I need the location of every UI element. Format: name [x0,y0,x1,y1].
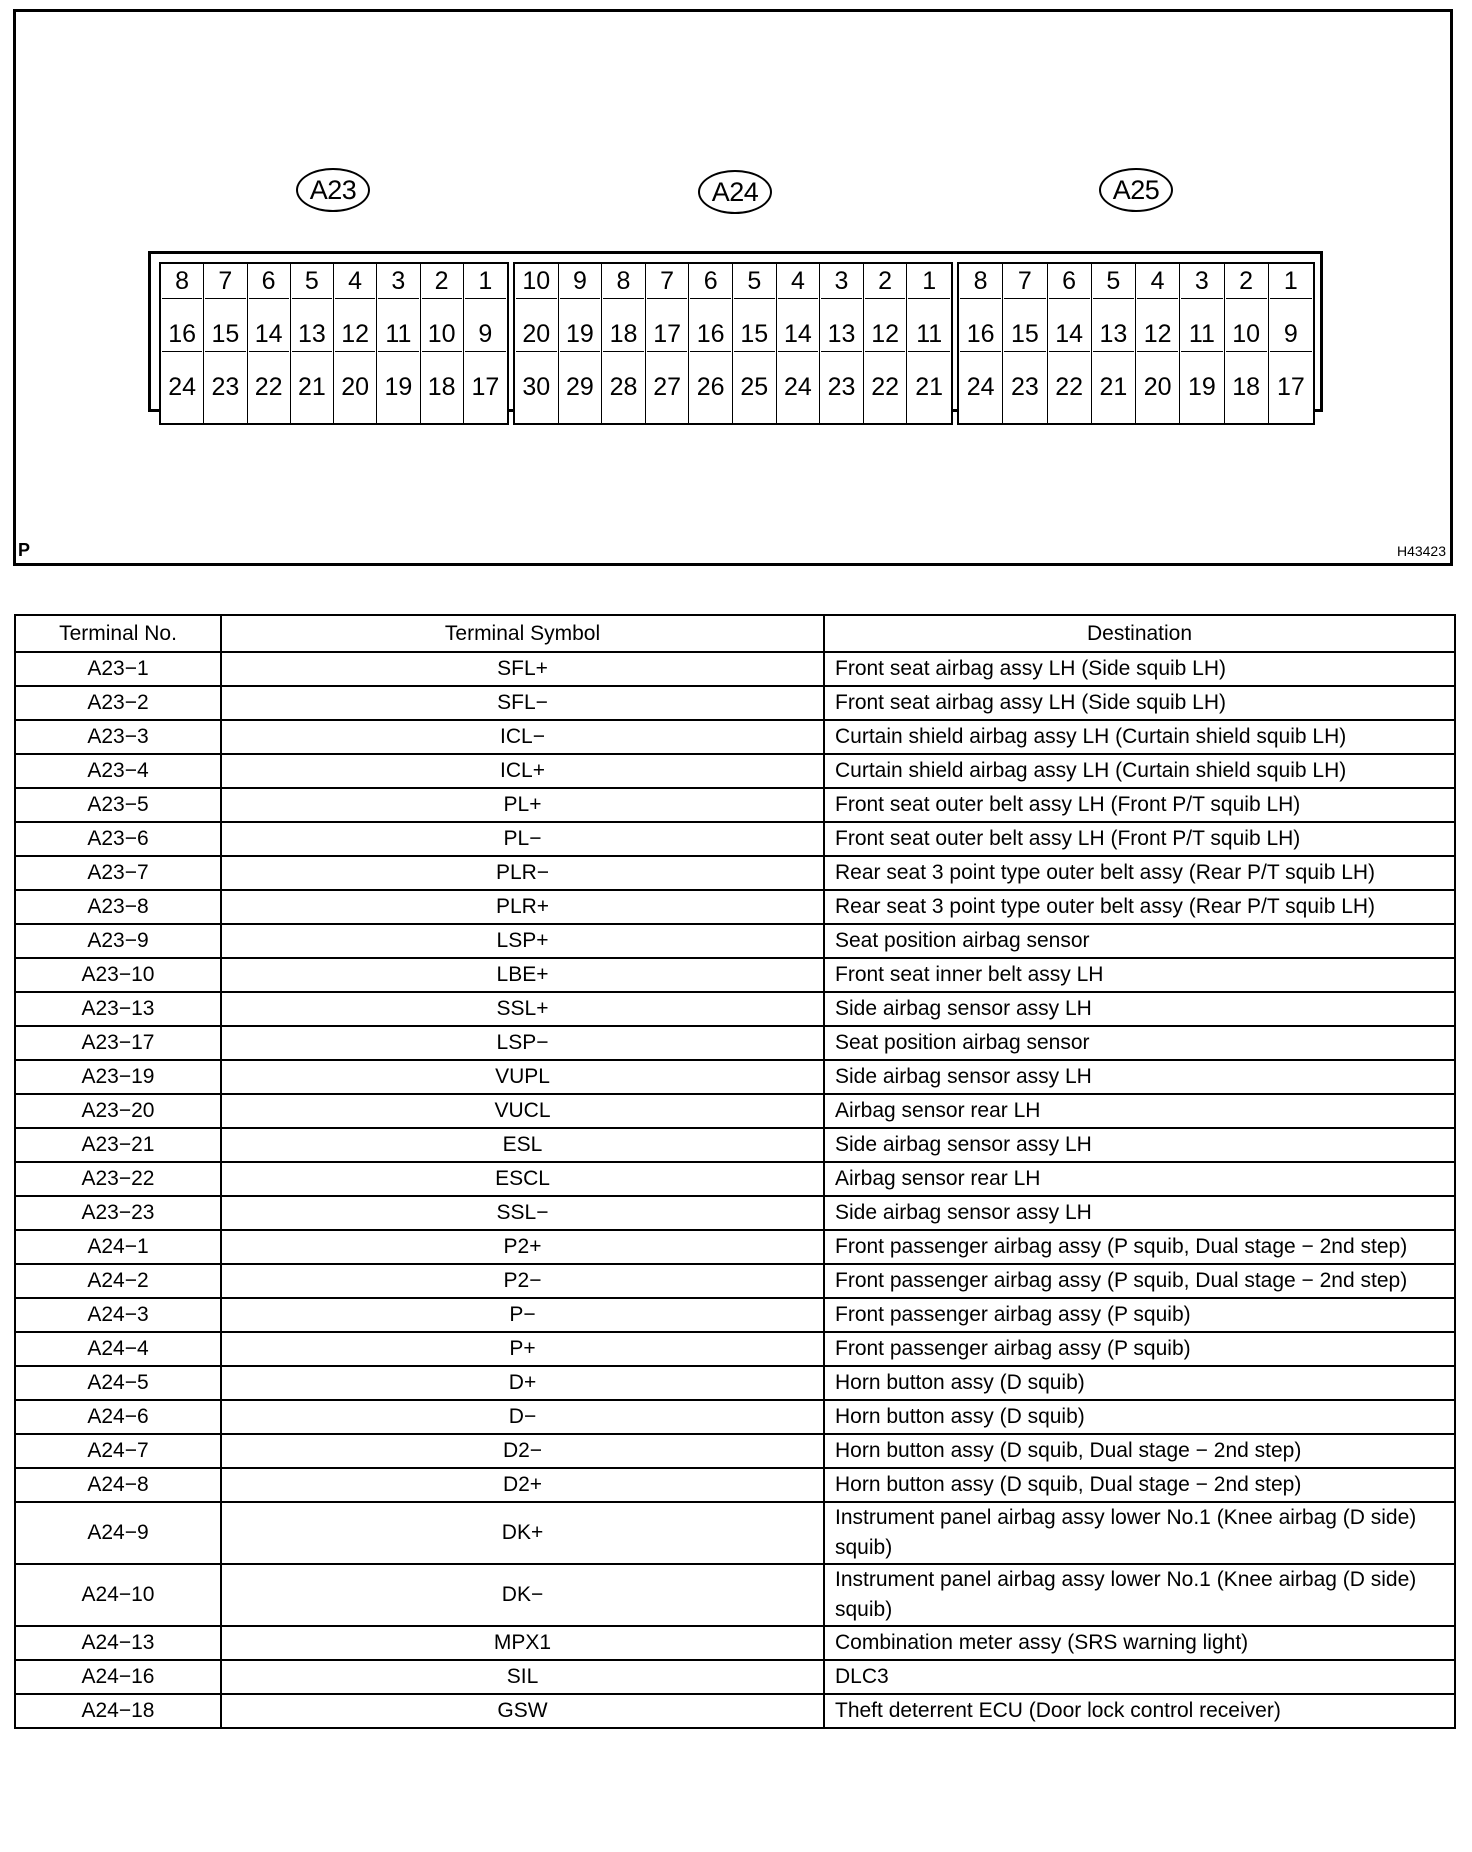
table-row [15,652,1455,686]
connector-pin [1225,317,1269,370]
connector-pin [959,317,1003,370]
connector-pin [161,370,204,423]
pin-number: 18 [603,317,644,352]
connector-pin [907,264,951,317]
connector-pin [1180,317,1224,370]
terminal-symbol-cell: LBE+ [221,958,824,992]
terminal-symbol-cell: MPX1 [221,1626,824,1660]
table-row [15,1626,1455,1660]
connector-pin [820,317,864,370]
pin-number: 15 [205,317,245,352]
table-row [15,754,1455,788]
connector-pin [959,370,1003,423]
pin-number: 12 [1137,317,1178,352]
connector-label-a24: A24 [698,170,772,214]
connector-a24-pins [513,262,953,425]
pin-number: 17 [471,373,500,401]
destination-cell: Front passenger airbag assy (P squib, Dual stage − 2nd step) [824,1264,1455,1298]
connector-pin [291,370,334,423]
terminal-no-cell: A24−8 [15,1468,221,1502]
terminal-no-cell: A24−10 [15,1564,221,1626]
pin-number: 16 [690,317,731,352]
pin-number: 7 [647,264,688,299]
connector-diagram [13,9,1453,566]
terminal-symbol-cell: SSL+ [221,992,824,1026]
connector-pin [1136,264,1180,317]
terminal-symbol-cell: LSP− [221,1026,824,1060]
table-row [15,992,1455,1026]
connector-pin [204,264,247,317]
table-row [15,1128,1455,1162]
pin-number: 2 [1226,264,1267,299]
pin-number: 23 [211,373,240,401]
destination-cell: Side airbag sensor assy LH [824,1196,1455,1230]
destination-cell: Instrument panel airbag assy lower No.1 (Knee airbag (D side) squib) [824,1564,1455,1626]
connector-pin [377,264,420,317]
connector-pin [1003,317,1047,370]
connector-pin [907,370,951,423]
connector-pin [1092,317,1136,370]
pin-number: 1 [908,264,950,299]
connector-pin [559,370,603,423]
table-row [15,1400,1455,1434]
connector-pin [334,317,377,370]
pin-number: 26 [696,373,725,401]
connector-pin [777,264,821,317]
terminal-no-cell: A23−2 [15,686,221,720]
terminal-no-cell: A23−10 [15,958,221,992]
pin-number: 21 [297,373,326,401]
terminal-symbol-cell: ESCL [221,1162,824,1196]
pin-number: 11 [1181,317,1222,352]
connector-housing [148,251,1323,412]
pin-number: 10 [1226,317,1267,352]
destination-cell: Horn button assy (D squib) [824,1400,1455,1434]
table-row [15,1196,1455,1230]
terminal-no-cell: A23−4 [15,754,221,788]
connector-pin [1048,264,1092,317]
destination-cell: Airbag sensor rear LH [824,1094,1455,1128]
connector-pin [733,317,777,370]
terminal-no-cell: A23−13 [15,992,221,1026]
table-row [15,720,1455,754]
destination-cell: Seat position airbag sensor [824,1026,1455,1060]
terminal-symbol-cell: D2− [221,1434,824,1468]
pin-number: 22 [1055,373,1084,401]
connector-pin [559,317,603,370]
pin-number: 24 [966,373,995,401]
destination-cell: Theft deterrent ECU (Door lock control receiver) [824,1694,1455,1728]
connector-pin [1269,370,1313,423]
connector-pin [777,370,821,423]
terminal-no-cell: A23−23 [15,1196,221,1230]
table-row [15,1502,1455,1564]
destination-cell: Side airbag sensor assy LH [824,992,1455,1026]
terminal-no-cell: A23−19 [15,1060,221,1094]
terminal-symbol-cell: SFL− [221,686,824,720]
terminal-no-cell: A24−9 [15,1502,221,1564]
terminal-no-cell: A24−5 [15,1366,221,1400]
table-row [15,1332,1455,1366]
connector-pin [334,370,377,423]
pin-number: 5 [292,264,332,299]
destination-cell: Front seat outer belt assy LH (Front P/T squib LH) [824,788,1455,822]
terminal-symbol-cell: PL+ [221,788,824,822]
connector-pin [646,370,690,423]
destination-cell: Curtain shield airbag assy LH (Curtain shield squib LH) [824,754,1455,788]
pin-number: 19 [560,317,601,352]
terminal-no-cell: A23−9 [15,924,221,958]
pin-number: 24 [783,373,812,401]
pin-number: 17 [1276,373,1305,401]
destination-cell: Side airbag sensor assy LH [824,1060,1455,1094]
connector-pin [1092,370,1136,423]
connector-pin [421,370,464,423]
connector-pin [907,317,951,370]
connector-pin [1225,264,1269,317]
pin-number: 17 [647,317,688,352]
destination-cell: Rear seat 3 point type outer belt assy (Rear P/T squib LH) [824,856,1455,890]
destination-cell: Airbag sensor rear LH [824,1162,1455,1196]
pin-number: 13 [292,317,332,352]
terminal-no-cell: A24−13 [15,1626,221,1660]
pin-number: 23 [827,373,856,401]
pin-number: 9 [560,264,601,299]
table-row [15,788,1455,822]
connector-pin [515,317,559,370]
pin-number: 25 [740,373,769,401]
connector-pin [864,264,908,317]
table-row [15,1564,1455,1626]
table-row [15,1162,1455,1196]
terminal-no-cell: A23−3 [15,720,221,754]
connector-pin [689,317,733,370]
terminal-no-cell: A24−7 [15,1434,221,1468]
pin-number: 3 [821,264,862,299]
destination-cell: Curtain shield airbag assy LH (Curtain shield squib LH) [824,720,1455,754]
destination-cell: Combination meter assy (SRS warning light) [824,1626,1455,1660]
pin-number: 8 [603,264,644,299]
destination-cell: Horn button assy (D squib) [824,1366,1455,1400]
connector-pin [689,264,733,317]
pin-number: 3 [1181,264,1222,299]
header-terminal-symbol: Terminal Symbol [221,615,824,652]
terminal-symbol-cell: D− [221,1400,824,1434]
destination-cell: Front passenger airbag assy (P squib, Dual stage − 2nd step) [824,1230,1455,1264]
table-row [15,822,1455,856]
connector-pin [1180,264,1224,317]
terminal-no-cell: A24−3 [15,1298,221,1332]
connector-pin [515,264,559,317]
destination-cell: Side airbag sensor assy LH [824,1128,1455,1162]
connector-pin [1003,370,1047,423]
connector-pin [1048,317,1092,370]
pin-number: 11 [908,317,950,352]
pin-number: 1 [465,264,506,299]
pin-number: 29 [565,373,594,401]
pin-number: 19 [384,373,413,401]
connector-pin [646,264,690,317]
terminal-symbol-cell: SIL [221,1660,824,1694]
connector-pin [646,317,690,370]
pin-number: 21 [1099,373,1128,401]
pin-number: 15 [734,317,775,352]
pin-number: 5 [1093,264,1134,299]
pin-number: 6 [1049,264,1090,299]
pin-number: 20 [341,373,370,401]
table-row [15,1434,1455,1468]
pin-number: 6 [690,264,731,299]
pin-number: 2 [865,264,906,299]
pin-number: 18 [427,373,456,401]
connector-pin [1269,317,1313,370]
table-row [15,1264,1455,1298]
terminal-no-cell: A23−1 [15,652,221,686]
terminal-symbol-cell: PLR− [221,856,824,890]
connector-pin [291,264,334,317]
table-row [15,1060,1455,1094]
destination-cell: Instrument panel airbag assy lower No.1 (Knee airbag (D side) squib) [824,1502,1455,1564]
pin-number: 13 [1093,317,1134,352]
pin-number: 24 [168,373,197,401]
terminal-symbol-cell: PLR+ [221,890,824,924]
connector-pin [733,370,777,423]
table-row [15,856,1455,890]
table-row [15,1694,1455,1728]
terminal-table [14,614,1456,1729]
pin-number: 8 [162,264,202,299]
pin-number: 5 [734,264,775,299]
table-row [15,1026,1455,1060]
pin-number: 14 [778,317,819,352]
destination-cell: Front seat outer belt assy LH (Front P/T squib LH) [824,822,1455,856]
connector-label-a25: A25 [1099,168,1173,212]
connector-pin [1136,370,1180,423]
connector-pin [248,317,291,370]
connector-pin [689,370,733,423]
terminal-no-cell: A24−4 [15,1332,221,1366]
connector-pin [959,264,1003,317]
terminal-symbol-cell: ICL+ [221,754,824,788]
table-row [15,686,1455,720]
connector-pin [248,370,291,423]
connector-pin [291,317,334,370]
destination-cell: DLC3 [824,1660,1455,1694]
pin-number: 4 [778,264,819,299]
terminal-no-cell: A23−6 [15,822,221,856]
destination-cell: Front seat airbag assy LH (Side squib LH) [824,686,1455,720]
connector-pin [602,317,646,370]
pin-number: 23 [1010,373,1039,401]
table-row [15,924,1455,958]
connector-pin [820,264,864,317]
terminal-symbol-cell: P+ [221,1332,824,1366]
terminal-no-cell: A23−7 [15,856,221,890]
connector-pin [161,264,204,317]
pin-number: 14 [1049,317,1090,352]
pin-number: 4 [335,264,375,299]
terminal-no-cell: A23−8 [15,890,221,924]
terminal-symbol-cell: D+ [221,1366,824,1400]
pin-number: 10 [516,264,557,299]
terminal-symbol-cell: P2+ [221,1230,824,1264]
pin-number: 6 [249,264,289,299]
terminal-no-cell: A24−6 [15,1400,221,1434]
pin-number: 19 [1187,373,1216,401]
terminal-no-cell: A24−18 [15,1694,221,1728]
connector-a23-pins [159,262,509,425]
terminal-no-cell: A23−17 [15,1026,221,1060]
table-row [15,1660,1455,1694]
connector-pin [248,264,291,317]
pin-number: 22 [871,373,899,401]
connector-pin [777,317,821,370]
terminal-symbol-cell: ICL− [221,720,824,754]
connector-pin [1225,370,1269,423]
connector-pin [602,264,646,317]
terminal-symbol-cell: P− [221,1298,824,1332]
table-header-row [15,615,1455,652]
pin-number: 1 [1270,264,1312,299]
terminal-symbol-cell: VUPL [221,1060,824,1094]
table-row [15,1468,1455,1502]
pin-number: 4 [1137,264,1178,299]
connector-pin [1136,317,1180,370]
header-destination: Destination [824,615,1455,652]
table-row [15,1230,1455,1264]
pin-number: 12 [865,317,906,352]
pin-number: 12 [335,317,375,352]
pin-number: 20 [516,317,557,352]
terminal-symbol-cell: SFL+ [221,652,824,686]
pin-number: 27 [653,373,681,401]
table-row [15,890,1455,924]
connector-label-a23: A23 [296,168,370,212]
terminal-symbol-cell: LSP+ [221,924,824,958]
pin-number: 3 [378,264,418,299]
destination-cell: Horn button assy (D squib, Dual stage − 2nd step) [824,1468,1455,1502]
connector-pin [864,370,908,423]
pin-number: 16 [162,317,202,352]
terminal-symbol-cell: ESL [221,1128,824,1162]
terminal-no-cell: A23−20 [15,1094,221,1128]
pin-number: 15 [1004,317,1045,352]
pin-number: 10 [422,317,462,352]
terminal-symbol-cell: PL− [221,822,824,856]
connector-pin [421,264,464,317]
corner-mark: P [18,540,31,560]
connector-pin [421,317,464,370]
terminal-symbol-cell: P2− [221,1264,824,1298]
terminal-no-cell: A24−2 [15,1264,221,1298]
connector-pin [204,370,247,423]
pin-number: 8 [960,264,1001,299]
connector-pin [204,317,247,370]
connector-pin [820,370,864,423]
terminal-symbol-cell: SSL− [221,1196,824,1230]
pin-number: 21 [915,373,944,401]
terminal-no-cell: A24−16 [15,1660,221,1694]
connector-pin [559,264,603,317]
pin-number: 20 [1143,373,1172,401]
connector-pin [464,317,507,370]
connector-pin [161,317,204,370]
terminal-symbol-cell: DK− [221,1564,824,1626]
terminal-no-cell: A23−21 [15,1128,221,1162]
pin-number: 28 [609,373,638,401]
connector-pin [377,317,420,370]
pin-number: 9 [465,317,506,352]
destination-cell: Seat position airbag sensor [824,924,1455,958]
terminal-table-body [15,652,1455,1728]
pin-number: 22 [254,373,283,401]
connector-pin [602,370,646,423]
figure-id: H43423 [1396,543,1446,559]
pin-number: 13 [821,317,862,352]
connector-pin [334,264,377,317]
pin-number: 7 [1004,264,1045,299]
terminal-no-cell: A23−22 [15,1162,221,1196]
pin-number: 7 [205,264,245,299]
table-row [15,1298,1455,1332]
connector-pin [1180,370,1224,423]
table-row [15,1366,1455,1400]
destination-cell: Horn button assy (D squib, Dual stage − 2nd step) [824,1434,1455,1468]
pin-number: 9 [1270,317,1312,352]
connector-pin [1092,264,1136,317]
terminal-no-cell: A24−1 [15,1230,221,1264]
connector-pin [1269,264,1313,317]
terminal-symbol-cell: DK+ [221,1502,824,1564]
terminal-symbol-cell: VUCL [221,1094,824,1128]
table-row [15,1094,1455,1128]
destination-cell: Front seat airbag assy LH (Side squib LH) [824,652,1455,686]
connector-pin [733,264,777,317]
pin-number: 16 [960,317,1001,352]
pin-number: 2 [422,264,462,299]
connector-pin [464,370,507,423]
destination-cell: Front passenger airbag assy (P squib) [824,1332,1455,1366]
terminal-symbol-cell: D2+ [221,1468,824,1502]
pin-number: 30 [522,373,551,401]
table-row [15,958,1455,992]
pin-number: 18 [1232,373,1261,401]
connector-pin [515,370,559,423]
connector-pin [1003,264,1047,317]
terminal-no-cell: A23−5 [15,788,221,822]
destination-cell: Rear seat 3 point type outer belt assy (Rear P/T squib LH) [824,890,1455,924]
pin-number: 14 [249,317,289,352]
header-terminal-no: Terminal No. [15,615,221,652]
connector-pin [864,317,908,370]
connector-pin [377,370,420,423]
connector-pin [1048,370,1092,423]
connector-pin [464,264,507,317]
connector-a25-pins [957,262,1315,425]
terminal-symbol-cell: GSW [221,1694,824,1728]
pin-number: 11 [378,317,418,352]
destination-cell: Front seat inner belt assy LH [824,958,1455,992]
destination-cell: Front passenger airbag assy (P squib) [824,1298,1455,1332]
